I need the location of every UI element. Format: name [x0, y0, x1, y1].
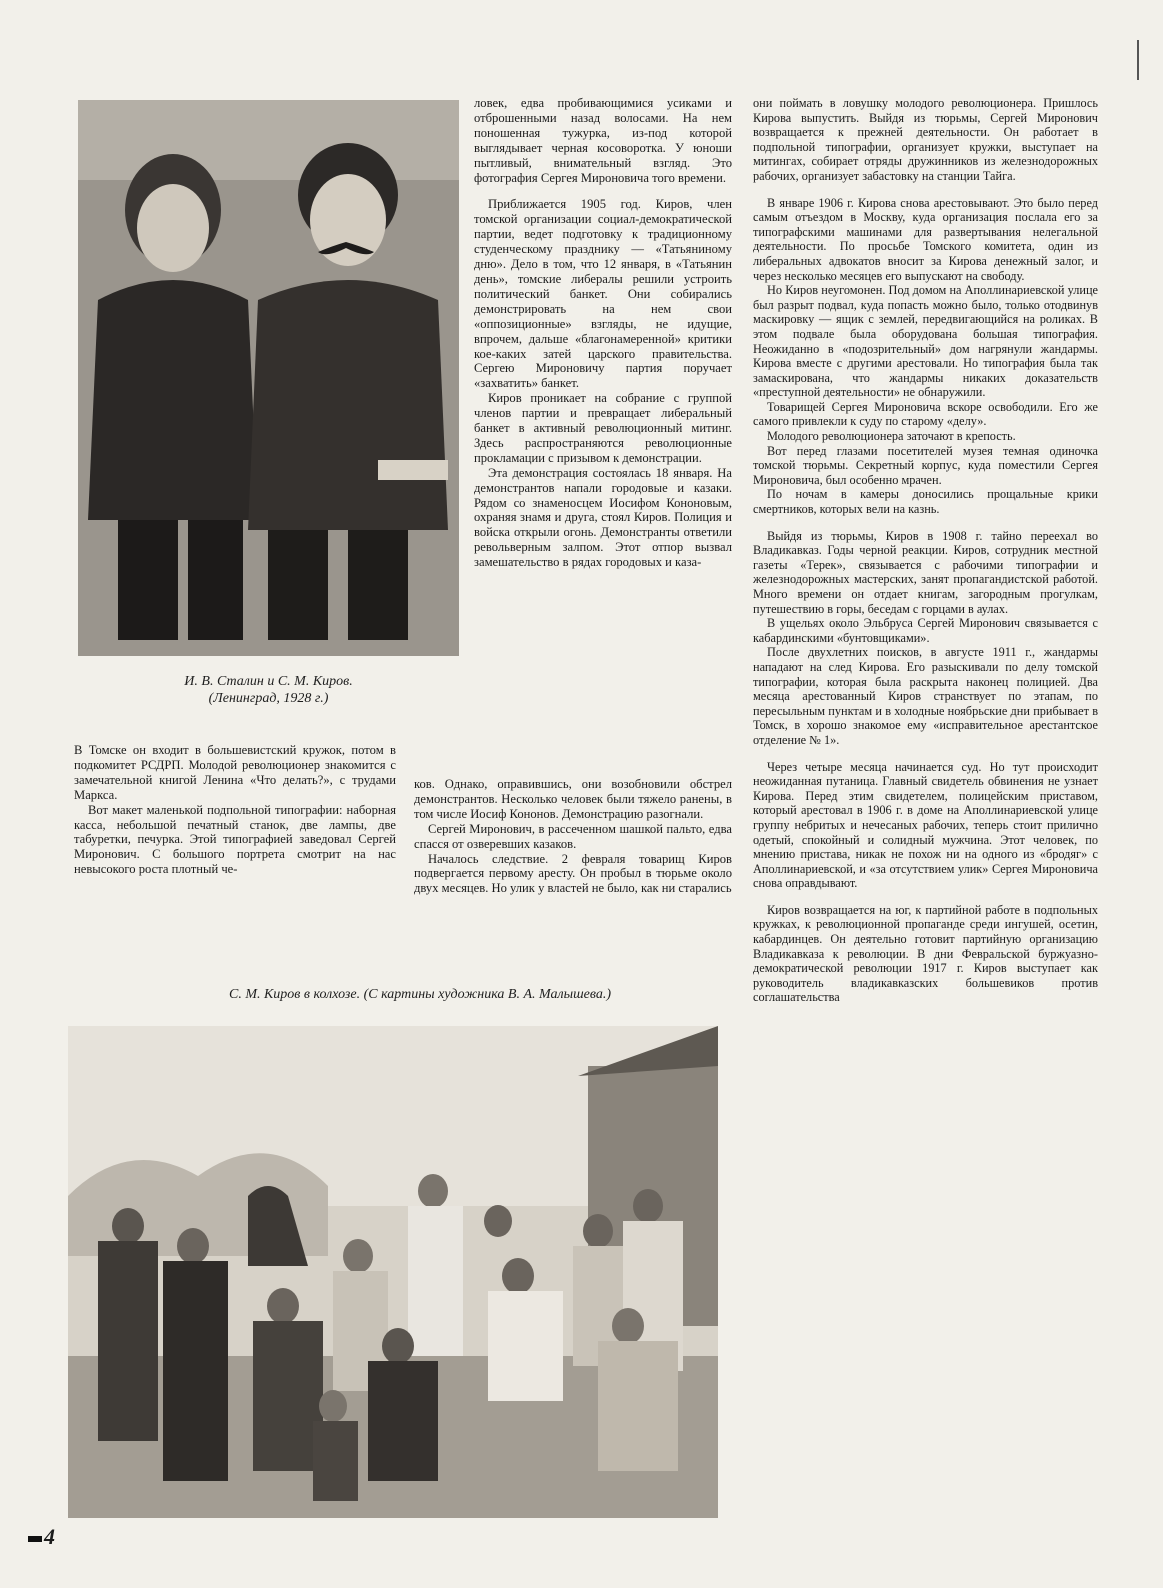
col3-para-2: В январе 1906 г. Кирова снова арестовывают. Это было перед самым отъездом в Москву, куда организация послала его за типографскими машинами для развертывания нелегальной деятельности. По просьбе Томского комитета, один из либеральных адвокатов вносит за Кирова денежный залог, и через несколько месяцев его выпускают на свободу. [753, 195, 1098, 283]
col1-para-2: Вот макет маленькой подпольной типографии: наборная касса, небольшой печатный станок, две лампы, две табуретки, печурка. Этой типографией заведовал Сергей Миронович. С большого портрета смотрит на нас невысокого роста плотный че- [74, 802, 396, 877]
col2-para-3: Киров проникает на собрание с группой членов партии и превращает либеральный банкет в активный революционный митинг. Здесь распространяются революционные прокламации с призывом к демонстрации. [474, 391, 732, 465]
photo-stalin-kirov [78, 100, 459, 656]
margin-rule [1137, 40, 1139, 80]
col3-para-4: Товарищей Сергея Мироновича вскоре освободили. Его же самого привлекли к суду по старому «делу». [753, 399, 1098, 429]
column-3 [753, 96, 1098, 1005]
col1-para-1: В Томске он входит в большевистский кружок, потом в подкомитет РСДРП. Молодой революционер знакомится с замечательной книгой Ленина «Что делать?», с трудами Маркса. [74, 743, 396, 802]
col2-para-4: Эта демонстрация состоялась 18 января. На демонстрантов напали городовые и казаки. Рядом со знаменосцем Иосифом Кононовым, охраняя знамя и друга, стоял Киров. Полиция и войска открыли огонь. Демонстранты ответили револьверным залпом. Этот отпор вызвал замешательство в рядах городовых и каза- [474, 465, 732, 570]
column-1 [74, 743, 396, 877]
col3-para-7: По ночам в камеры доносились прощальные крики смертников, которых вели на казнь. [753, 487, 1098, 517]
col2b-para-2: Сергей Миронович, в рассеченном шашкой пальто, едва спасся от озверевших казаков. [414, 821, 732, 851]
col3-para-8: Выйдя из тюрьмы, Киров в 1908 г. тайно переехал во Владикавказ. Годы черной реакции. Киров, сотрудник местной газеты «Терек», связывается с рабочими типографии и железнодорожных мастерских, занят пропагандистской работой. Много времени он отдает книгам, загородным прогулкам, путешествию в горы, беседам с горцами в аулах. [753, 528, 1098, 616]
col2-para-2: Приближается 1905 год. Киров, член томской организации социал-демократической партии, ведет подготовку к традиционному студенческому празднику — «Татьяниному дню». Дело в том, что 12 января, в «Татьянин день», томские либералы решили устроить политический банкет. Они собирались демонстрировать на нем свои «оппозиционные» взгляды, не идущие, впрочем, дальше «благонамеренной» критики кое-каких затей царского правительства. Сергею Мироновичу партия поручает «захватить» банкет. [474, 197, 732, 391]
photo1-caption-line2: (Ленинград, 1928 г.) [208, 691, 329, 706]
column-2-top [474, 96, 732, 570]
col3-para-1: они поймать в ловушку молодого революционера. Пришлось Кирова выпустить. Выйдя из тюрьмы, Сергей Миронович возвращается к прежней деятельности. Он работает в подпольной типографии, организует кружки, выступает на митингах, собирает отряды дружинников из железнодорожных рабочих, организует забастовку на станции Тайга. [753, 96, 1098, 183]
photo1-caption-line1: И. В. Сталин и С. М. Киров. [184, 674, 353, 689]
page-number: 4 [28, 1524, 55, 1550]
col3-para-6: Вот перед глазами посетителей музея темная одиночка томской тюрьмы. Секретный корпус, куда поместили Сергея Мироновича, был особенно мрачен. [753, 443, 1098, 487]
photo2-caption: С. М. Киров в колхозе. (С картины художника В. А. Малышева.) [229, 987, 611, 1002]
col3-para-10: После двухлетних поисков, в августе 1911 г., жандармы нападают на след Кирова. Его разыскивали по делу томской типографии, которая была раскрыта наконец полицией. Два месяца арестованный Киров странствует по этапам, по пересыльным пунктам и в холодные ноябрьские дни прибывает в Томск, в хорошо знакомое ему «исправительное арестантское отделение № 1». [753, 645, 1098, 747]
col2b-para-3: Началось следствие. 2 февраля товарищ Киров подвергается первому аресту. Он пробыл в тюрьме около двух месяцев. Но улик у властей не было, как ни старались [414, 851, 732, 896]
col3-para-3: Но Киров неугомонен. Под домом на Аполлинариевской улице был разрыт подвал, куда попасть можно было, только отодвинув маскировку — ящик с землей, передвигающийся на роликах. В этом подвале была оборудована большая типография. Неожиданно в «подозрительный» дом нагрянули жандармы. Кирова вместе с другими арестовали. Но типография была так замаскирована, что жандармы никаких доказательств «преступной деятельности» не обнаружили. [753, 283, 1098, 400]
col3-para-11: Через четыре месяца начинается суд. Но тут происходит неожиданная путаница. Главный свидетель обвинения не узнает Кирова. Перед этим свидетелем, полицейским приставом, который арестовал в 1906 г. в доме на Аполлинариевской улице группу небритых и нечесаных рабочих, теперь стоит прилично одетый, спокойный и солидный мужчина. Этот человек, по мнению пристава, никак не похож ни на одного из «бродяг» с Аполлинариевской, и «за отсутствием улик» Сергея Мироновича снова оправдывают. [753, 759, 1098, 891]
col2-para-1: ловек, едва пробивающимися усиками и отброшенными назад волосами. На нем поношенная тужурка, из-под которой выглядывает черная косоворотка. У юноши пытливый, внимательный взгляд. Это фотография Сергея Мироновича того времени. [474, 96, 732, 185]
painting-kirov-kolkhoz [68, 1026, 718, 1518]
column-2-bottom [414, 777, 732, 896]
col3-para-9: В ущельях около Эльбруса Сергей Миронович связывается с кабардинскими «бунтовщиками». [753, 616, 1098, 645]
col3-para-5: Молодого революционера заточают в крепость. [767, 429, 1016, 444]
photo1-caption [78, 673, 459, 707]
col3-para-12: Киров возвращается на юг, к партийной работе в подпольных кружках, к революционной пропаганде среди ингушей, осетин, кабардинцев. Он деятельно готовит партийную организацию Владикавказа к революции. В дни Февральской буржуазно-демократической революции 1917 г. Киров выступает как руководитель владикавказских большевиков против соглашательства [753, 902, 1098, 1005]
col2b-para-1: ков. Однако, оправившись, они возобновили обстрел демонстрантов. Несколько человек были тяжело ранены, в том числе Иосиф Кононов. Демонстрацию разогнали. [414, 777, 732, 821]
